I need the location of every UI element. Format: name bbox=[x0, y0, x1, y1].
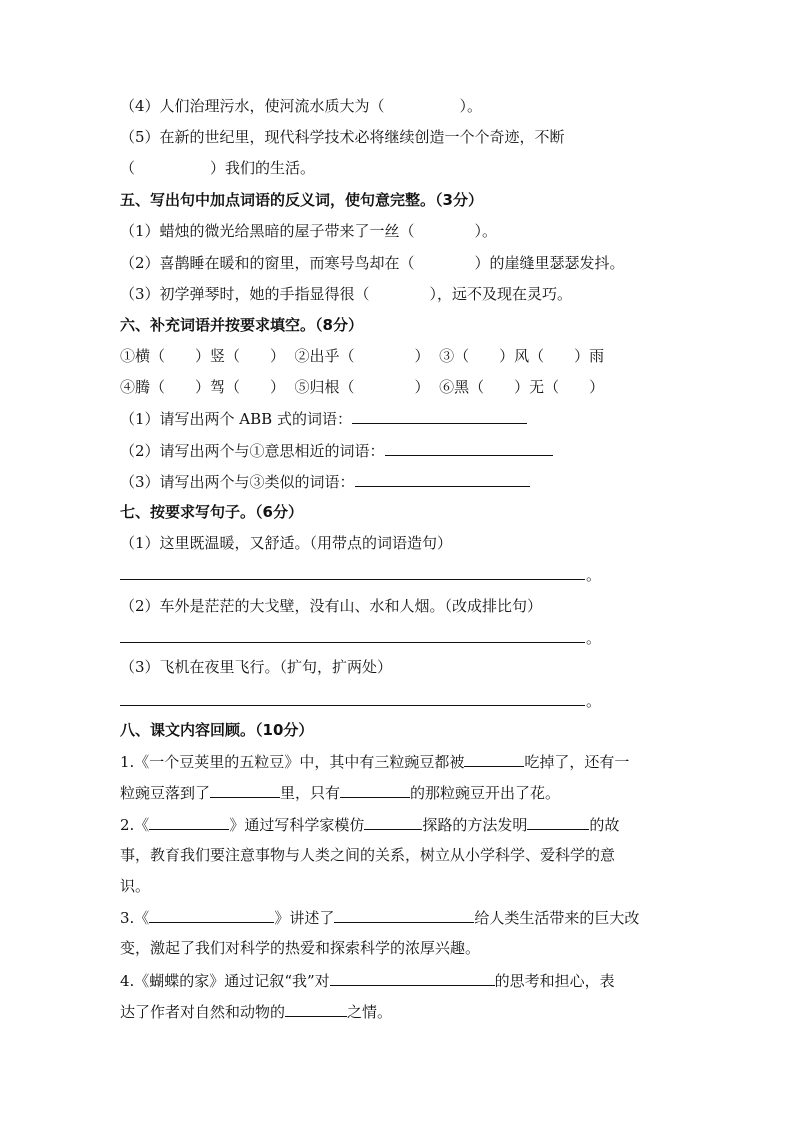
answer-blank[interactable] bbox=[364, 814, 422, 830]
answer-blank[interactable] bbox=[355, 471, 530, 487]
s8-item2-line2: 事，教育我们要注意事物与人类之间的关系，树立从小学科学、爱科学的意 bbox=[120, 846, 616, 864]
s8-item1-line2: 粒豌豆落到了 里，只有 的那粒豌豆开出了花。 bbox=[120, 784, 561, 802]
s7-q1: （1）这里既温暖，又舒适。（用带点的词语造句） bbox=[120, 534, 453, 552]
s8-item3-line1: 3.《 》讲述了 给人类生活带来的巨大改 bbox=[120, 909, 640, 927]
s4-q5-line1: （5）在新的世纪里，现代科学技术必将继续创造一个个奇迹，不断 bbox=[120, 128, 565, 146]
s5-q3: （3）初学弹琴时，她的手指显得很（ ），远不及现在灵巧。 bbox=[120, 285, 573, 303]
s7-q2: （2）车外是茫茫的大戈壁，没有山、水和人烟。（改成排比句） bbox=[120, 597, 543, 615]
s5-q1: （1）蜡烛的微光给黑暗的屋子带来了一丝（ ）。 bbox=[120, 222, 498, 240]
answer-blank[interactable] bbox=[334, 907, 474, 923]
s8-item3-line2: 变，激起了我们对科学的热爱和探索科学的浓厚兴趣。 bbox=[120, 939, 481, 957]
s7-q3: （3）飞机在夜里飞行。（扩句，扩两处） bbox=[120, 658, 393, 676]
s4-q4: （4）人们治理污水，使河流水质大为（ ）。 bbox=[120, 97, 483, 115]
section-6-heading: 六、补充词语并按要求填空。（8分） bbox=[120, 316, 363, 334]
s7-q3-period: 。 bbox=[586, 692, 602, 710]
s7-q3-answer-line[interactable] bbox=[120, 705, 585, 706]
answer-blank[interactable] bbox=[330, 970, 495, 986]
answer-blank[interactable] bbox=[352, 408, 527, 424]
s4-q5-line2: （ ）我们的生活。 bbox=[120, 159, 316, 177]
s8-item4-line1: 4.《蝴蝶的家》通过记叙“我”对 的思考和担心，表 bbox=[120, 972, 615, 990]
s6-q2: （2）请写出两个与①意思相近的词语： bbox=[120, 440, 553, 461]
section-8-heading: 八、课文内容回顾。（10分） bbox=[120, 721, 314, 739]
answer-blank[interactable] bbox=[285, 1001, 347, 1017]
s7-q2-answer-line[interactable] bbox=[120, 642, 585, 643]
s7-q1-period: 。 bbox=[586, 566, 602, 584]
section-7-heading: 七、按要求写句子。（6分） bbox=[120, 503, 303, 521]
answer-blank[interactable] bbox=[149, 907, 274, 923]
s8-item2-line1: 2.《 》通过写科学家模仿 探路的方法发明 的故 bbox=[120, 816, 620, 834]
s6-q3: （3）请写出两个与③类似的词语： bbox=[120, 471, 530, 492]
answer-blank[interactable] bbox=[149, 814, 229, 830]
s5-q2: （2）喜鹊睡在暖和的窗里，而寒号鸟却在（ ）的崖缝里瑟瑟发抖。 bbox=[120, 254, 625, 272]
s7-q1-answer-line[interactable] bbox=[120, 579, 585, 580]
s8-item2-line3: 识。 bbox=[120, 877, 151, 895]
answer-blank[interactable] bbox=[464, 751, 524, 767]
answer-blank[interactable] bbox=[340, 782, 410, 798]
s7-q2-period: 。 bbox=[586, 629, 602, 647]
s6-q1: （1）请写出两个 ABB 式的词语： bbox=[120, 408, 527, 429]
answer-blank[interactable] bbox=[210, 782, 280, 798]
s8-item1-line1: 1.《一个豆荚里的五粒豆》中，其中有三粒豌豆都被 吃掉了，还有一 bbox=[120, 753, 630, 771]
s6-words-row1: ①横（ ）竖（ ） ②出乎（ ） ③（ ）风（ ）雨 bbox=[120, 347, 605, 365]
s6-words-row2: ④腾（ ）驾（ ） ⑤归根（ ） ⑥黑（ ）无（ ） bbox=[120, 378, 605, 396]
s8-item4-line2: 达了作者对自然和动物的 之情。 bbox=[120, 1003, 393, 1021]
section-5-heading: 五、写出句中加点词语的反义词，使句意完整。（3分） bbox=[120, 191, 483, 209]
answer-blank[interactable] bbox=[527, 814, 589, 830]
answer-blank[interactable] bbox=[385, 440, 553, 456]
